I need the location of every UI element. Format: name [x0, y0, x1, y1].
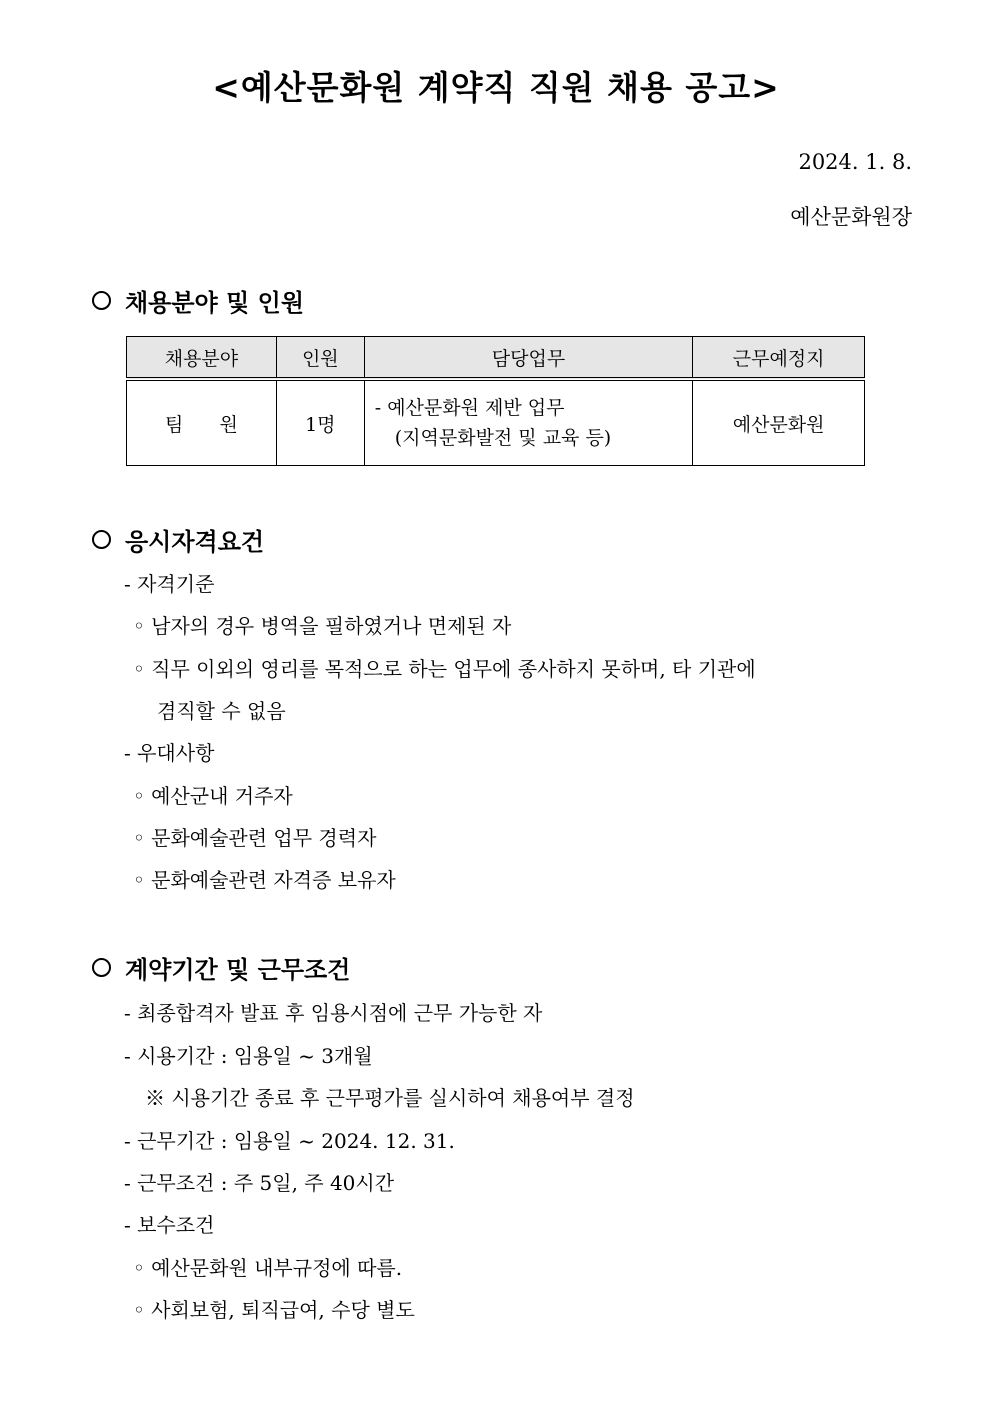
list-item: ◦ 문화예술관련 자격증 보유자	[133, 868, 396, 892]
list-item: ◦ 남자의 경우 병역을 필하였거나 면제된 자	[133, 614, 512, 638]
section-heading-qualifications	[92, 522, 264, 557]
announcement-date: 2024. 1. 8.	[798, 150, 912, 174]
field-cell	[127, 379, 277, 466]
section-heading-text: 계약기간 및 근무조건	[125, 956, 351, 984]
list-item: ◦ 문화예술관련 업무 경력자	[133, 826, 377, 850]
list-item: - 최종합격자 발표 후 임용시점에 근무 가능한 자	[124, 1001, 543, 1025]
issuer-name: 예산문화원장	[790, 205, 912, 229]
count-cell: 1명	[276, 379, 364, 466]
page-title: <예산문화원 계약직 직원 채용 공고>	[212, 68, 780, 107]
list-item: - 자격기준	[124, 572, 215, 596]
list-item: ◦ 사회보험, 퇴직급여, 수당 별도	[133, 1298, 415, 1322]
circle-bullet-icon	[92, 291, 111, 310]
list-item: ◦ 예산군내 거주자	[133, 784, 293, 808]
list-item: - 보수조건	[124, 1213, 215, 1237]
table-header-row	[127, 337, 865, 380]
section-heading-contract	[92, 950, 350, 985]
section-heading-text: 응시자격요건	[125, 528, 265, 556]
list-item: - 우대사항	[124, 741, 215, 765]
table-header-cell: 근무예정지	[693, 337, 865, 380]
circle-bullet-icon	[92, 958, 111, 977]
list-item: ◦ 직무 이외의 영리를 목적으로 하는 업무에 종사하지 못하며, 타 기관에	[133, 657, 756, 681]
section-heading-recruitment	[92, 283, 304, 318]
duty-line: (지역문화발전 및 교육 등)	[394, 427, 612, 449]
list-item: ◦ 예산문화원 내부규정에 따름.	[133, 1256, 403, 1280]
table-header-cell: 담당업무	[364, 337, 693, 380]
recruitment-table	[126, 336, 865, 466]
list-item: - 근무기간 : 임용일 ~ 2024. 12. 31.	[124, 1129, 455, 1153]
list-item: 겸직할 수 없음	[157, 699, 286, 723]
field-value: 팀 원	[164, 413, 238, 436]
circle-bullet-icon	[92, 530, 111, 549]
list-item: - 시용기간 : 임용일 ~ 3개월	[124, 1044, 373, 1068]
duty-cell	[364, 379, 693, 466]
list-item: - 근무조건 : 주 5일, 주 40시간	[124, 1171, 395, 1195]
duty-line: - 예산문화원 제반 업무	[374, 397, 565, 419]
section-heading-text: 채용분야 및 인원	[125, 289, 304, 317]
table-header-cell: 인원	[276, 337, 364, 380]
location-cell: 예산문화원	[693, 379, 865, 466]
table-row	[127, 379, 865, 466]
table-header-cell: 채용분야	[127, 337, 277, 380]
list-item: ※ 시용기간 종료 후 근무평가를 실시하여 채용여부 결정	[145, 1086, 635, 1110]
